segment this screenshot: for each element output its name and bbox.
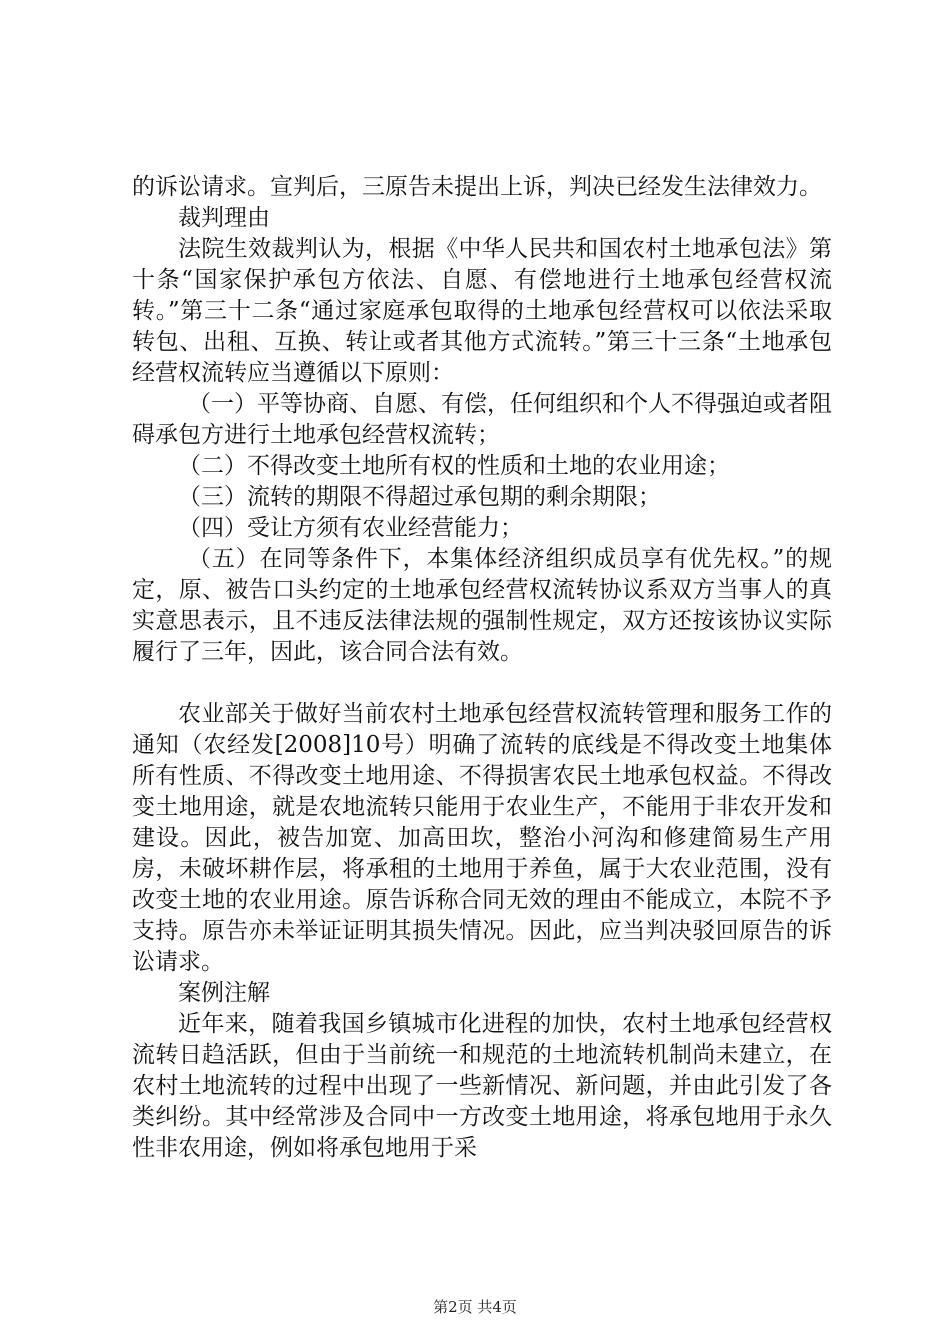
paragraph-spacer	[132, 668, 832, 699]
paragraph-ministry-notice: 农业部关于做好当前农村土地承包经营权流转管理和服务工作的通知（农经发[2008]10号）明确了流转的底线是不得改变土地集体所有性质、不得改变土地用途、不得损害农民土地承包权益。不得改变土地用途，就是农地流转只能用于农业生产，不能用于非农开发和建设。因此，被告加宽、加高田坎，整治小河沟和修建简易生产用房，未破坏耕作层，将承租的土地用于养鱼，属于大农业范围，没有改变土地的农业用途。原告诉称合同无效的理由不能成立，本院不予支持。原告亦未举证证明其损失情况。因此，应当判决驳回原告的诉讼请求。	[132, 701, 832, 975]
page-number-footer: 第2页 共4页	[433, 1298, 517, 1316]
principle-item-1: （一）平等协商、自愿、有偿，任何组织和个人不得强迫或者阻碍承包方进行土地承包经营权流转；	[132, 391, 832, 448]
paragraph-case-annotation: 近年来，随着我国乡镇城市化进程的加快，农村土地承包经营权流转日趋活跃，但由于当前统一和规范的土地流转机制尚未建立，在农村土地流转的过程中出现了一些新情况、新问题，并由此引发了各类纠纷。其中经常涉及合同中一方改变土地用途，将承包地用于永久性非农用途，例如将承包地用于采	[132, 1011, 832, 1161]
principle-item-5: （五）在同等条件下，本集体经济组织成员享有优先权。”的规定，原、被告口头约定的土地承包经营权流转协议系双方当事人的真实意思表示，且不违反法律法规的强制性规定，双方还按该协议实际履行了三年，因此，该合同合法有效。	[132, 546, 832, 665]
section-heading-case-annotation: 案例注解	[178, 980, 270, 1006]
paragraph-court-reasoning: 法院生效裁判认为，根据《中华人民共和国农村土地承包法》第十条“国家保护承包方依法、自愿、有偿地进行土地承包经营权流转。”第三十二条“通过家庭承包取得的土地承包经营权可以依法采取转包、出租、互换、转让或者其他方式流转。”第三十三条“土地承包经营权流转应当遵循以下原则：	[132, 236, 832, 386]
section-heading-judgment-reason: 裁判理由	[178, 205, 270, 231]
principle-item-2: （二）不得改变土地所有权的性质和土地的农业用途；	[178, 453, 730, 479]
document-body	[132, 172, 832, 1164]
principle-item-4: （四）受让方须有农业经营能力；	[178, 515, 523, 541]
principle-item-3: （三）流转的期限不得超过承包期的剩余期限；	[178, 484, 661, 510]
paragraph-continuation: 的诉讼请求。宣判后，三原告未提出上诉，判决已经发生法律效力。	[132, 174, 822, 200]
